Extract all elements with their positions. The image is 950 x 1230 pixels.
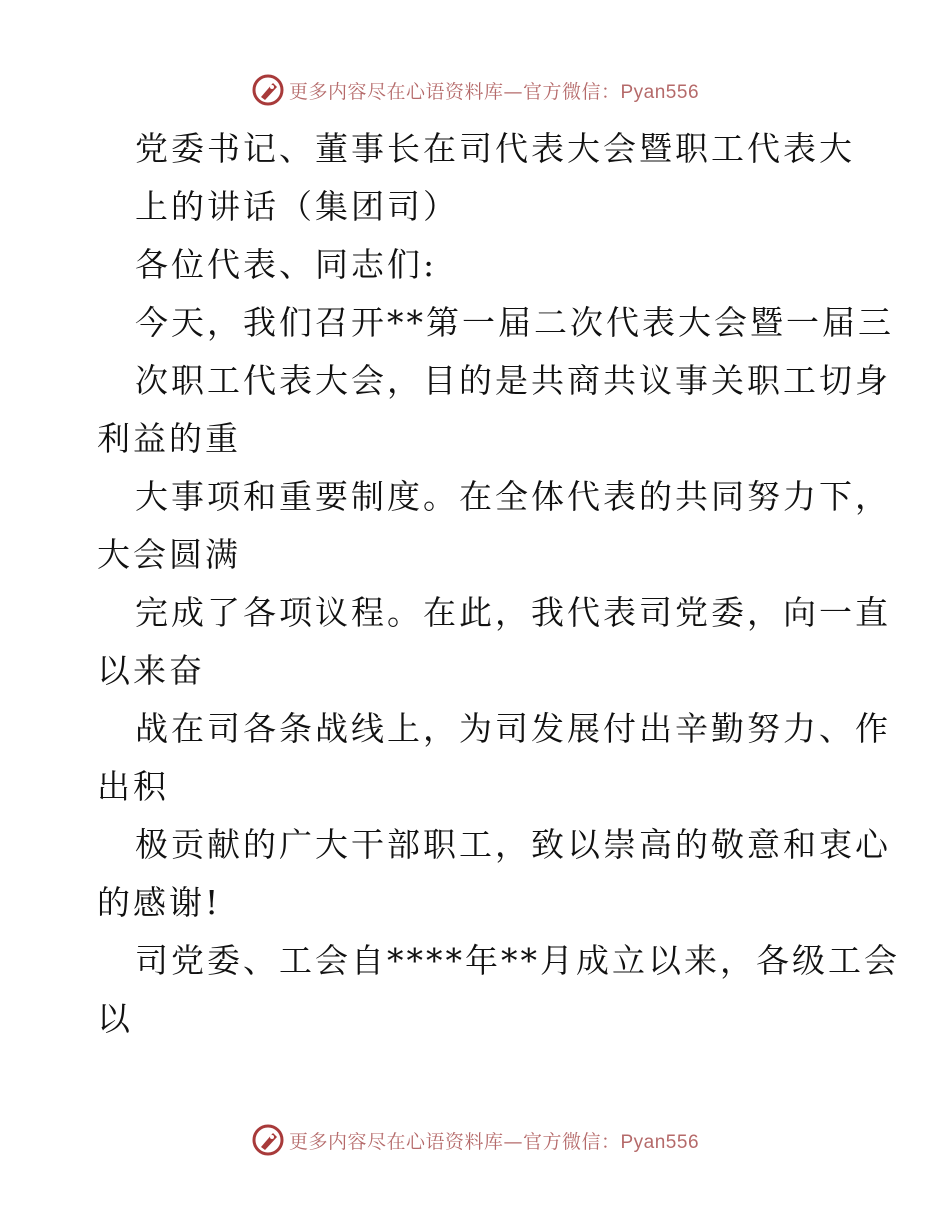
body-line: 完成了各项议程。在此，我代表司党委，向一直 xyxy=(135,593,891,632)
body-line: 司党委、工会自****年**月成立以来，各级工会 xyxy=(135,941,900,980)
body-line: 大会圆满 xyxy=(97,535,241,574)
wechat-id: Pyan556 xyxy=(620,81,700,103)
pen-nib-logo-icon xyxy=(251,73,285,107)
footer-banner-text xyxy=(289,1127,699,1154)
body-line: 极贡献的广大干部职工，致以崇高的敬意和衷心 xyxy=(135,825,891,864)
body-line: 今天，我们召开**第一届二次代表大会暨一届三 xyxy=(135,303,894,342)
body-line: 以来奋 xyxy=(97,651,205,690)
banner-label: 更多内容尽在心语资料库—官方微信： xyxy=(288,80,621,103)
body-line: 各位代表、同志们: xyxy=(135,245,438,284)
body-line: 上的讲话（集团司） xyxy=(135,187,459,226)
header-banner-text xyxy=(289,77,699,104)
body-line: 利益的重 xyxy=(97,419,241,458)
pen-nib-logo-icon xyxy=(251,1123,285,1157)
body-line: 大事项和重要制度。在全体代表的共同努力下， xyxy=(135,477,891,516)
body-line: 以 xyxy=(97,999,133,1038)
footer-banner xyxy=(0,1120,950,1160)
body-line: 党委书记、董事长在司代表大会暨职工代表大 xyxy=(135,129,855,168)
body-line: 次职工代表大会，目的是共商共议事关职工切身 xyxy=(135,361,891,400)
banner-label: 更多内容尽在心语资料库—官方微信： xyxy=(288,1130,621,1153)
wechat-id: Pyan556 xyxy=(620,1131,700,1153)
header-banner xyxy=(0,70,950,110)
body-line: 战在司各条战线上，为司发展付出辛勤努力、作 xyxy=(135,709,891,748)
body-line: 出积 xyxy=(97,767,169,806)
body-line: 的感谢! xyxy=(97,883,222,922)
